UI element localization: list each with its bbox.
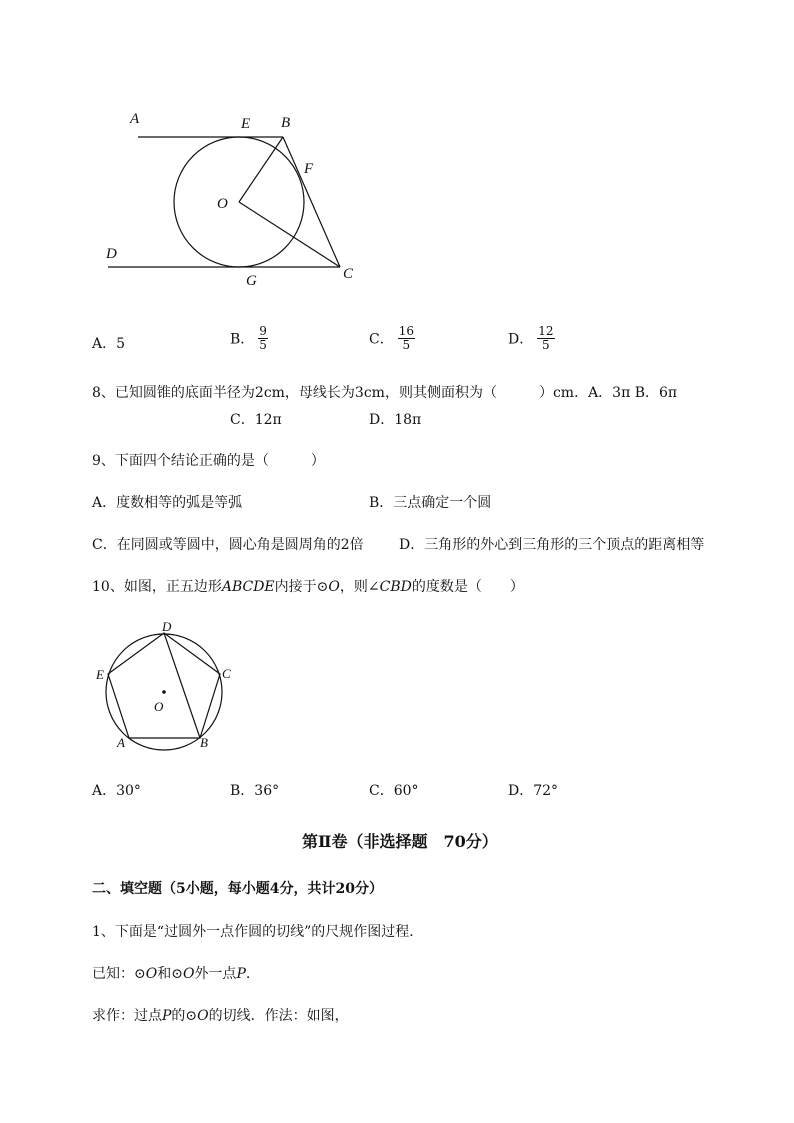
q9-option-a: A．度数相等的弧是等弧 — [92, 495, 243, 511]
label-g: G — [246, 273, 257, 289]
q10-option-b: B．36° — [230, 783, 280, 799]
line-ob — [239, 137, 283, 202]
label-b: B — [281, 115, 291, 131]
label-c: C — [343, 266, 354, 282]
label-pent-e: E — [96, 667, 104, 682]
q8-option-c: C．12π — [230, 412, 282, 428]
fraction-12-5: $\frac{12}{5}$ — [538, 324, 554, 352]
label-o: O — [217, 196, 228, 212]
label-f: F — [304, 161, 314, 177]
center-dot — [162, 690, 166, 694]
line-bc — [283, 137, 340, 267]
q9-option-c: C．在同圆或等圆中，圆心角是圆周角的2倍 — [92, 537, 364, 553]
label-a: A — [130, 111, 140, 127]
label-pent-b: B — [200, 735, 208, 750]
q7-option-b: B． $\frac{9}{5}$ — [230, 324, 267, 352]
fill-q1-construct: 求作：过点P的⊙O的切线．作法：如图， — [92, 1008, 349, 1024]
fraction-9-5: $\frac{9}{5}$ — [259, 324, 267, 352]
label-pent-c: C — [222, 666, 231, 681]
fraction-16-5: $\frac{16}{5}$ — [398, 324, 414, 352]
q10-option-d: D．72° — [508, 783, 559, 799]
q8-stem: 8、已知圆锥的底面半径为2cm，母线长为3cm，则其侧面积为（ ）cm．A．3π B．6π — [92, 385, 678, 401]
q10-option-c: C．60° — [369, 783, 419, 799]
q7-option-d: D． $\frac{12}{5}$ — [508, 324, 554, 352]
q9-option-b: B．三点确定一个圆 — [369, 495, 492, 511]
q9-stem: 9、下面四个结论正确的是（ ） — [92, 453, 325, 469]
label-pent-d: D — [162, 619, 172, 634]
q10-option-a: A．30° — [92, 783, 141, 799]
q7-option-c: C． $\frac{16}{5}$ — [369, 324, 414, 352]
q10-stem: 10、如图，正五边形ABCDE内接于⊙O，则∠CBD的度数是（ ） — [92, 579, 524, 595]
label-e: E — [241, 116, 251, 132]
section-fill-in: 二、填空题（5小题，每小题4分，共计20分） — [92, 881, 383, 897]
part2-title: 第Ⅱ卷（非选择题 70分） — [302, 832, 498, 851]
q7-option-a: A．5 — [92, 336, 126, 352]
label-d: D — [106, 246, 117, 262]
label-pent-a: A — [117, 735, 125, 750]
q8-option-d: D．18π — [369, 412, 422, 428]
line-oc — [239, 202, 340, 267]
q9-option-d: D．三角形的外心到三角形的三个顶点的距离相等 — [399, 537, 705, 553]
fill-q1-stem: 1、下面是“过圆外一点作圆的切线”的尺规作图过程． — [92, 924, 424, 940]
fill-q1-known: 已知：⊙O和⊙O外一点P. — [92, 966, 251, 982]
label-pent-o: O — [154, 699, 164, 714]
line-bd — [164, 633, 200, 738]
